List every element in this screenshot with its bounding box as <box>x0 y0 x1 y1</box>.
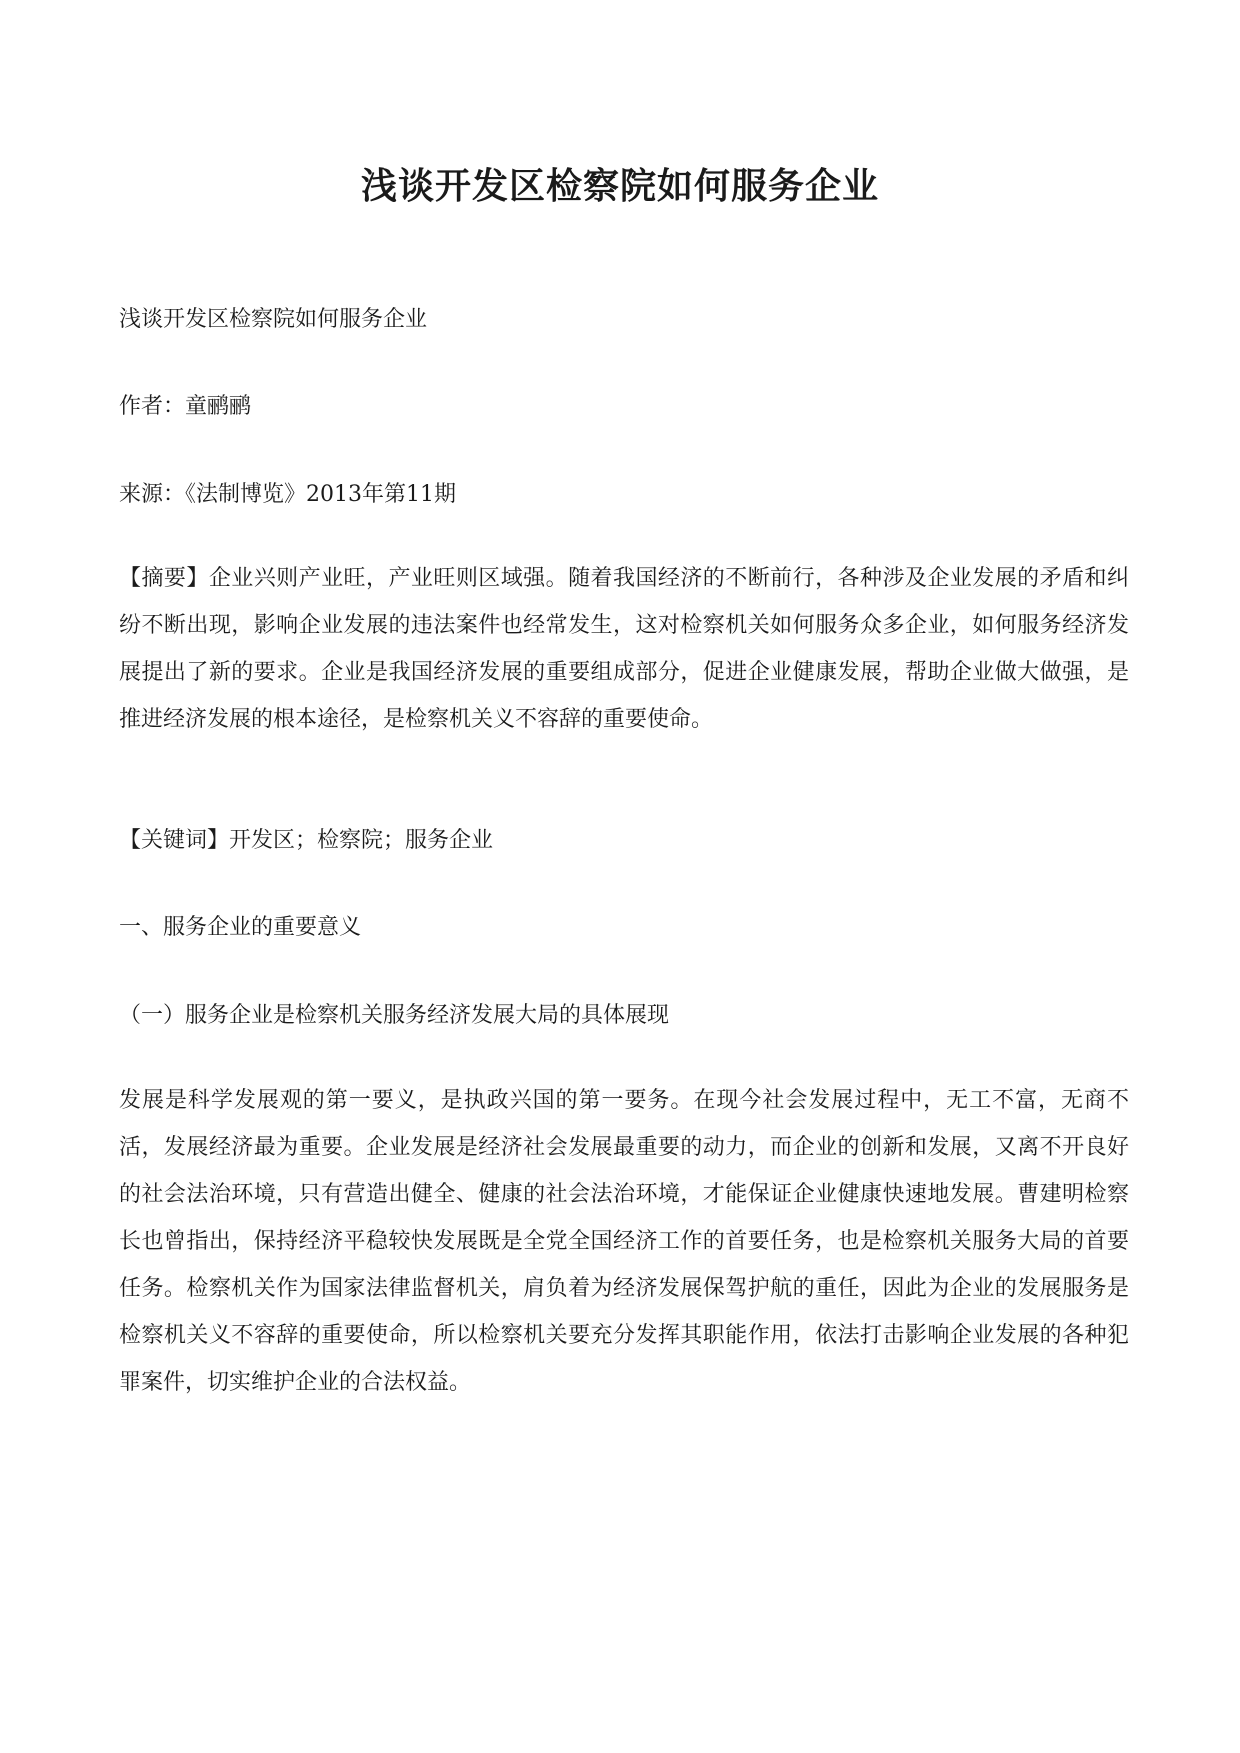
section-heading: 一、服务企业的重要意义 <box>119 915 362 940</box>
subsection-heading: （一）服务企业是检察机关服务经济发展大局的具体展现 <box>119 1003 670 1028</box>
body-paragraph: 发展是科学发展观的第一要义，是执政兴国的第一要务。在现今社会发展过程中，无工不富，无商不活，发展经济最为重要。企业发展是经济社会发展最重要的动力，而企业的创新和发展，又离不开良好的社会法治环境，只有营造出健全、健康的社会法治环境，才能保证企业健康快速地发展。曹建明检察长也曾指出，保持经济平稳较快发展既是全党全国经济工作的首要任务，也是检察机关服务大局的首要任务。检察机关作为国家法律监督机关，肩负着为经济发展保驾护航的重任，因此为企业的发展服务是检察机关义不容辞的重要使命，所以检察机关要充分发挥其职能作用，依法打击影响企业发展的各种犯罪案件，切实维护企业的合法权益。 <box>119 1088 1129 1395</box>
keywords-line: 【关键词】开发区；检察院；服务企业 <box>119 828 494 853</box>
abstract-paragraph: 【摘要】企业兴则产业旺，产业旺则区域强。随着我国经济的不断前行，各种涉及企业发展的矛盾和纠纷不断出现，影响企业发展的违法案件也经常发生，这对检察机关如何服务众多企业，如何服务经济发展提出了新的要求。企业是我国经济发展的重要组成部分，促进企业健康发展，帮助企业做大做强，是推进经济发展的根本途径，是检察机关义不容辞的重要使命。 <box>119 566 1129 732</box>
source-line: 来源：《法制博览》2013年第11期 <box>119 482 456 507</box>
document-title: 浅谈开发区检察院如何服务企业 <box>360 165 879 207</box>
document-subtitle: 浅谈开发区检察院如何服务企业 <box>119 307 428 332</box>
author-line: 作者：童鹂鹂 <box>119 394 252 419</box>
